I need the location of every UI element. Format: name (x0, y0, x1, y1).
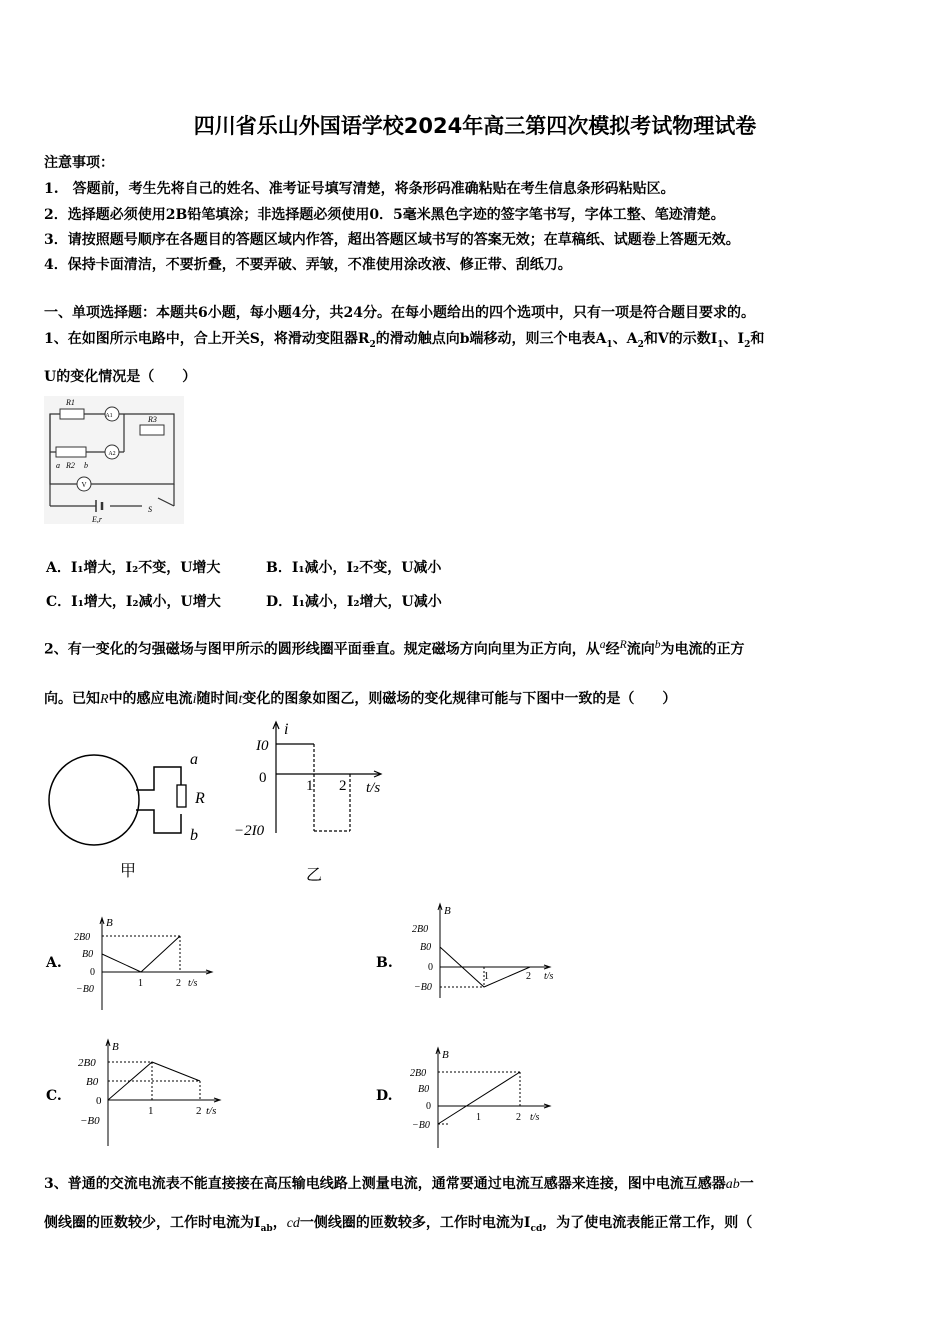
svg-text:0: 0 (90, 967, 95, 978)
notice-item: 2．选择题必须使用2B铅笔填涂；非选择题必须使用0．5毫米黑色字迹的签字笔书写，字体工整、笔迹清楚。 (44, 207, 725, 223)
svg-text:0: 0 (426, 1101, 431, 1112)
svg-text:2B0: 2B0 (410, 1068, 427, 1079)
notice-item: 4．保持卡面清洁，不要折叠，不要弄破、弄皱，不准使用涂改液、修正带、刮纸刀。 (44, 257, 572, 273)
svg-text:t/s: t/s (530, 1112, 540, 1123)
question-2-text-cont: 向。已知R中的感应电流i随时间t变化的图象如图乙，则磁场的变化规律可能与下图中一致的是（ ） (44, 691, 677, 707)
q2-option-d-graph (408, 1044, 558, 1150)
svg-text:B0: B0 (420, 942, 432, 953)
svg-text:1: 1 (476, 1112, 481, 1123)
svg-text:−B0: −B0 (414, 982, 432, 993)
svg-text:B: B (444, 905, 451, 917)
q2-option-a-label: A. (46, 955, 62, 971)
svg-text:i: i (284, 721, 289, 738)
question-1-text-cont: U的变化情况是（ ） (44, 369, 197, 385)
svg-text:a: a (56, 461, 60, 470)
svg-text:2: 2 (526, 971, 531, 982)
svg-text:−B0: −B0 (80, 1115, 100, 1127)
svg-text:R1: R1 (66, 398, 75, 407)
question-3-text-cont: 侧线圈的匝数较少，工作时电流为$I_{ab}$，cd一侧线圈的匝数较多，工作时电流为$I_{cd}$，为了使电流表能正常工作，则（ (44, 1215, 753, 1234)
svg-text:B: B (442, 1049, 449, 1061)
svg-text:甲: 甲 (120, 863, 137, 880)
svg-text:2: 2 (339, 778, 347, 794)
svg-text:R: R (195, 790, 205, 807)
q1-option-b: B．I₁减小，I₂不变，U减小 (266, 560, 442, 576)
svg-text:0: 0 (96, 1095, 102, 1107)
svg-text:2: 2 (176, 978, 181, 989)
notice-heading: 注意事项： (44, 155, 114, 171)
circuit-diagram (44, 396, 184, 524)
svg-text:−B0: −B0 (76, 984, 94, 995)
svg-text:B0: B0 (82, 949, 94, 960)
q1-option-c: C．I₁增大，I₂减小，U增大 (46, 594, 221, 610)
svg-text:t/s: t/s (544, 971, 554, 982)
resistor-r3 (140, 425, 164, 435)
resistor-r2 (56, 447, 86, 457)
svg-text:1: 1 (138, 978, 143, 989)
svg-text:B: B (112, 1041, 119, 1053)
page-title: 四川省乐山外国语学校2024年高三第四次模拟考试物理试卷 (193, 114, 757, 138)
svg-text:0: 0 (259, 770, 267, 786)
svg-text:A2: A2 (108, 451, 116, 457)
svg-text:A1: A1 (105, 413, 113, 419)
svg-text:2: 2 (196, 1105, 202, 1117)
svg-text:1: 1 (148, 1105, 154, 1117)
svg-text:2: 2 (516, 1112, 521, 1123)
svg-text:R2: R2 (66, 461, 75, 470)
svg-text:t/s: t/s (188, 978, 198, 989)
svg-text:乙: 乙 (306, 867, 323, 884)
svg-text:B0: B0 (86, 1076, 99, 1088)
q2-option-a-graph (70, 914, 220, 1012)
svg-text:B0: B0 (418, 1084, 430, 1095)
section-heading: 一、单项选择题：本题共6小题，每小题4分，共24分。在每小题给出的四个选项中，只有一项是符合题目要求的。 (44, 305, 755, 321)
svg-text:−2I0: −2I0 (234, 823, 265, 839)
coil-resistor (177, 785, 186, 807)
svg-text:R3: R3 (148, 415, 157, 424)
svg-text:a: a (190, 751, 198, 768)
svg-text:2B0: 2B0 (74, 932, 91, 943)
notice-item: 1. 答题前，考生先将自己的姓名、准考证号填写清楚，将条形码准确粘贴在考生信息条形码粘贴区。 (44, 181, 675, 197)
q2-option-d-label: D. (376, 1088, 393, 1104)
svg-text:B: B (106, 917, 113, 929)
q2-option-b-graph (408, 900, 568, 1000)
svg-text:V: V (81, 481, 87, 489)
q2-figures (44, 720, 414, 890)
q1-option-a: A．I₁增大，I₂不变，U增大 (46, 560, 221, 576)
question-1-text: 1、在如图所示电路中，合上开关S，将滑动变阻器$R_2$的滑动触点向b端移动，则三个电表$A_1$、$A_2$和V的示数$I_1$、$I_2$和 (44, 331, 765, 350)
svg-text:t/s: t/s (206, 1105, 217, 1117)
svg-text:b: b (190, 827, 198, 844)
svg-text:E,r: E,r (92, 515, 102, 524)
svg-text:1: 1 (306, 778, 314, 794)
svg-text:2B0: 2B0 (78, 1057, 96, 1069)
question-2-text: 2、有一变化的匀强磁场与图甲所示的圆形线圈平面垂直。规定磁场方向向里为正方向，从$^a$经$^R$流向$^b$为电流的正方 (44, 638, 745, 658)
svg-text:−B0: −B0 (412, 1120, 430, 1131)
question-3-text: 3、普通的交流电流表不能直接接在高压输电线路上测量电流，通常要通过电流互感器来连接，图中电流互感器ab一 (44, 1176, 754, 1192)
q2-option-b-label: B. (376, 955, 393, 971)
svg-text:b: b (84, 461, 88, 470)
resistor-r1 (60, 409, 84, 419)
svg-text:0: 0 (428, 962, 433, 973)
q2-option-c-label: C. (46, 1088, 62, 1104)
notice-item: 3．请按照题号顺序在各题目的答题区域内作答，超出答题区域书写的答案无效；在草稿纸、试题卷上答题无效。 (44, 232, 740, 248)
svg-text:2B0: 2B0 (412, 924, 429, 935)
svg-text:I0: I0 (256, 738, 269, 754)
svg-text:1: 1 (484, 971, 489, 982)
svg-text:S: S (148, 505, 152, 514)
q1-option-d: D．I₁减小，I₂增大，U减小 (266, 594, 442, 610)
svg-text:t/s: t/s (366, 780, 381, 796)
q2-option-c-graph (78, 1036, 238, 1148)
